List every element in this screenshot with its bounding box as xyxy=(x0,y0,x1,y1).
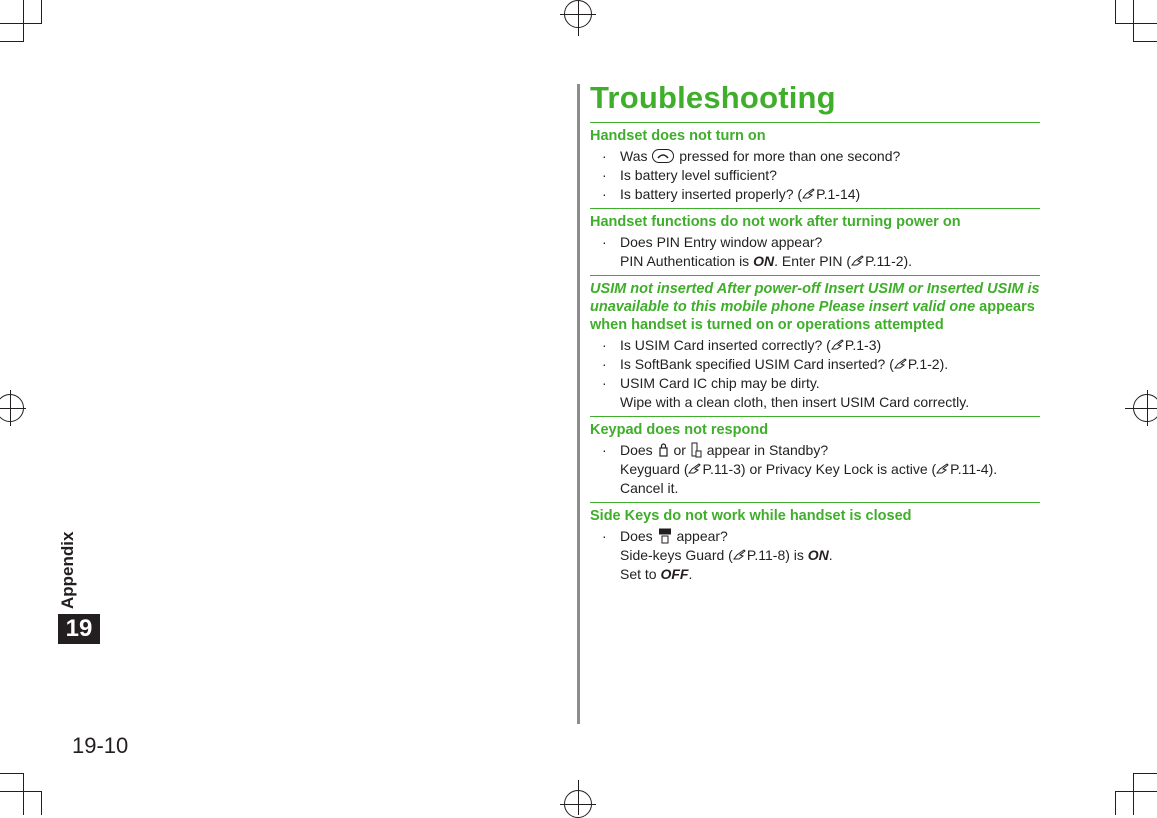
keyguard-icon xyxy=(658,442,669,458)
side-keys-guard-icon xyxy=(658,528,672,544)
list-item xyxy=(590,147,1040,166)
crop-mark-bottom-left-h2 xyxy=(0,791,41,792)
crop-mark-bottom-left-v xyxy=(41,791,42,815)
item-text: ) is xyxy=(785,547,808,563)
item-text: ). xyxy=(939,356,949,372)
list-item xyxy=(590,185,1040,204)
page-title: Troubleshooting xyxy=(590,80,836,115)
item-text: Does xyxy=(620,442,657,458)
section-heading: Keypad does not respond xyxy=(590,422,769,438)
item-text: Side-keys Guard ( xyxy=(620,547,733,563)
item-text: Is battery level sufficient? xyxy=(620,167,777,183)
section-usim-not-inserted xyxy=(590,275,1040,416)
item-text: appear? xyxy=(672,528,728,544)
section-handset-not-turn-on xyxy=(590,122,1040,208)
column-divider xyxy=(577,84,580,724)
crop-mark-bottom-right-h xyxy=(1133,773,1157,774)
list-item xyxy=(590,527,1040,584)
heading-text: appears when handset is turned on or operations attempted xyxy=(590,299,1035,333)
pointing-hand-icon xyxy=(936,461,949,473)
crop-mark-top-left-h2 xyxy=(0,23,41,24)
item-text: appear in Standby? xyxy=(702,442,829,458)
list-item xyxy=(590,166,1040,185)
pointing-hand-icon xyxy=(851,253,864,265)
item-text: PIN Authentication is xyxy=(620,253,754,269)
list-item xyxy=(590,441,1040,498)
section-keypad-not-respond xyxy=(590,416,1040,502)
crop-mark-top-right-h xyxy=(1133,41,1157,42)
item-text: ) xyxy=(855,186,861,202)
item-text: . xyxy=(828,547,833,563)
item-text: Is USIM Card inserted correctly? ( xyxy=(620,337,831,353)
item-text: · Does PIN Entry window appear? xyxy=(620,234,823,250)
crop-mark-bottom-left-h xyxy=(0,773,24,774)
item-text-line1 xyxy=(620,527,1040,546)
setting-value: ON xyxy=(807,547,829,563)
item-text: Wipe with a clean cloth, then insert USIM Card correctly. xyxy=(620,394,970,410)
item-text: . xyxy=(688,566,693,582)
item-text: ). xyxy=(903,253,913,269)
item-text: or xyxy=(669,442,690,458)
pointing-hand-icon xyxy=(802,186,815,198)
item-text: Is battery inserted properly? ( xyxy=(620,186,803,202)
pointing-hand-icon xyxy=(733,547,746,559)
list-item xyxy=(590,355,1040,374)
crop-mark-top-left-v xyxy=(41,0,42,24)
item-text: ). Cancel it. xyxy=(620,461,998,496)
item-text-line1 xyxy=(620,441,1040,460)
pointing-hand-icon xyxy=(688,461,701,473)
crop-mark-top-right-v2 xyxy=(1133,0,1134,41)
privacy-key-lock-icon xyxy=(691,442,702,458)
section-heading: Handset functions do not work after turning power on xyxy=(590,214,961,230)
page-reference-link[interactable]: P.1-2 xyxy=(907,356,940,372)
list-item xyxy=(590,336,1040,355)
content-column xyxy=(590,80,1040,588)
pointing-hand-icon xyxy=(831,337,844,349)
crop-mark-bottom-left-v2 xyxy=(23,773,24,815)
item-text-line2 xyxy=(620,460,1040,498)
chapter-number-badge: 19 xyxy=(58,614,100,644)
crop-mark-bottom-right-v2 xyxy=(1133,773,1134,815)
crop-mark-top-left-v2 xyxy=(23,0,24,41)
crop-mark-top-right-h2 xyxy=(1115,23,1157,24)
setting-value: OFF xyxy=(660,566,689,582)
pointing-hand-icon xyxy=(894,356,907,368)
crop-mark-top-left-h xyxy=(0,41,24,42)
end-key-icon xyxy=(652,149,674,163)
item-text: ) xyxy=(876,337,882,353)
message-text: USIM not inserted After power-off Insert USIM or Inserted USIM is unavailable to this mobile phone Please insert valid one xyxy=(590,281,1040,315)
item-text: Was xyxy=(620,148,652,164)
item-text: Is SoftBank specified USIM Card inserted? ( xyxy=(620,356,894,372)
item-text: · USIM Card IC chip may be dirty. xyxy=(620,375,820,391)
page-reference-link[interactable]: P.1-14 xyxy=(816,186,856,202)
page-reference-link[interactable]: P.11-3 xyxy=(702,461,741,477)
list-item xyxy=(590,374,1040,412)
item-text-line3 xyxy=(620,565,1040,584)
crop-mark-bottom-right-v xyxy=(1115,791,1116,815)
page-reference-link[interactable]: P.11-2 xyxy=(865,253,904,269)
list-item xyxy=(590,233,1040,271)
item-text: Does xyxy=(620,528,657,544)
section-heading xyxy=(590,280,1040,334)
page-reference-link[interactable]: P.1-3 xyxy=(844,337,877,353)
item-text: . Enter PIN ( xyxy=(774,253,852,269)
section-heading: Side Keys do not work while handset is closed xyxy=(590,508,912,524)
crop-mark-bottom-right-h2 xyxy=(1115,791,1157,792)
page-number: 19-10 xyxy=(72,733,129,758)
page-reference-link[interactable]: P.11-8 xyxy=(746,547,786,563)
item-text: ) or Privacy Key Lock is active ( xyxy=(740,461,937,477)
section-functions-not-work xyxy=(590,208,1040,275)
item-text: Keyguard ( xyxy=(620,461,689,477)
item-text: pressed for more than one second? xyxy=(675,148,901,164)
item-text: Set to xyxy=(620,566,661,582)
crop-mark-top-right-v xyxy=(1115,0,1116,24)
setting-value: ON xyxy=(753,253,775,269)
chapter-side-label: Appendix xyxy=(58,531,77,609)
section-heading: Handset does not turn on xyxy=(590,128,766,144)
section-side-keys xyxy=(590,502,1040,588)
item-text-line2 xyxy=(620,546,1040,565)
item-text-line2 xyxy=(620,252,1040,271)
page-reference-link[interactable]: P.11-4 xyxy=(950,461,989,477)
